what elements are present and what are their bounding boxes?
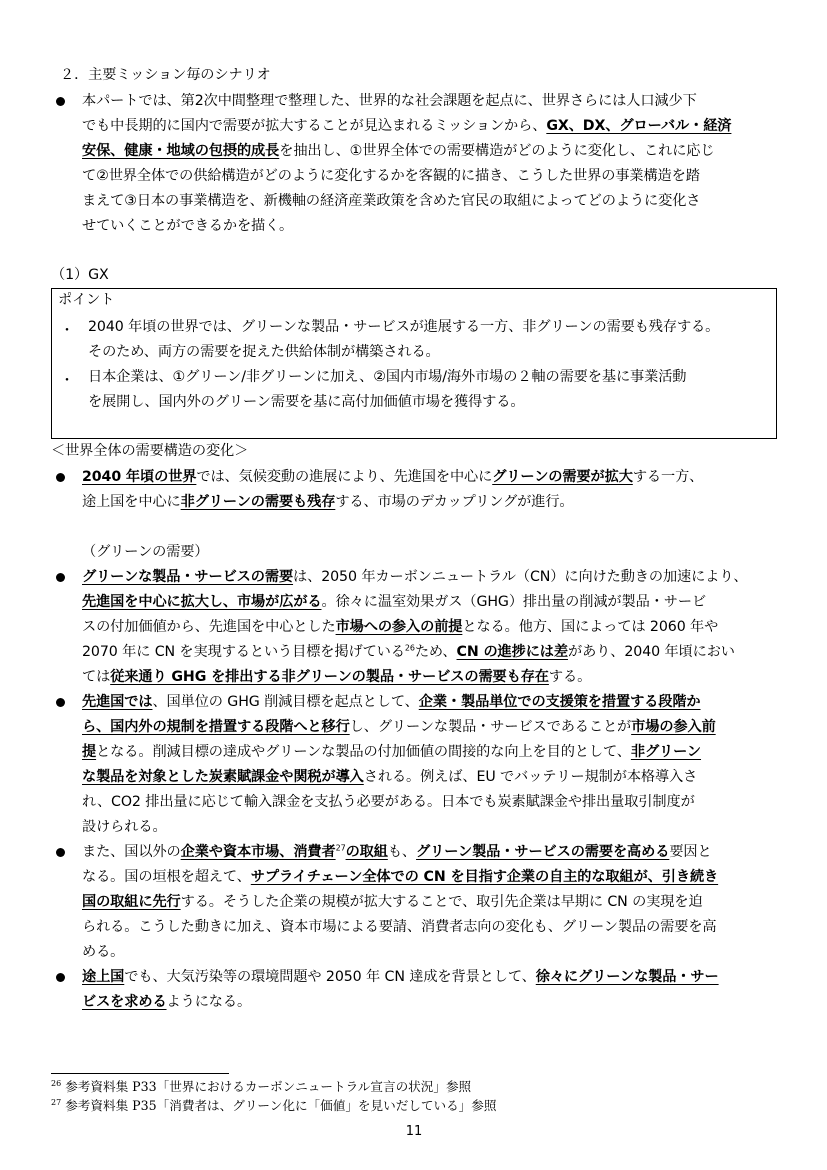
text-line [82, 616, 718, 638]
text-span: は、2050 年カーボンニュートラル（CN）に向けた動きの加速により、 [293, 569, 748, 585]
text-span: を抽出し、①世界全体での需要構造がどのように変化し、これに応じ [279, 143, 715, 159]
text-line: て②世界全体での供給構造がどのように変化するかを客観的に描き、こうした世界の事業構造を踏 [82, 168, 700, 184]
point-box [51, 288, 777, 439]
text-line [82, 566, 748, 588]
text-span: なる。国の垣根を超えて、 [82, 869, 251, 885]
text-span: また、国以外の [82, 844, 181, 860]
emphasis-text: GX、DX、グローバル・経済 [546, 118, 732, 134]
text-span: し、グリーンな製品・サービスであることが [349, 719, 632, 735]
emphasis-text: 市場への参入の前提 [335, 619, 463, 635]
footnote-rule [51, 1073, 229, 1074]
emphasis-text: 途上国 [82, 969, 125, 985]
text-line [82, 741, 701, 763]
text-line [82, 140, 714, 162]
emphasis-text: グリーン製品・サービスの需要を高める [416, 844, 670, 860]
text-span: する、市場のデカップリングが進行。 [335, 494, 574, 510]
text-line [82, 666, 591, 688]
text-line: れ、CO2 排出量に応じて輸入課金を支払う必要がある。日本でも炭素賦課金や排出量取引制度が [82, 794, 695, 810]
text-span: 、国単位の GHG 削減目標を起点として、 [152, 694, 419, 710]
text-line [82, 766, 697, 788]
text-line [82, 491, 574, 513]
text-line: 本パートでは、第2次中間整理で整理した、世界的な社会課題を起点に、世界さらには人口減少下 [82, 93, 697, 109]
emphasis-text: ビスを求める [82, 994, 167, 1010]
text-span: ては [82, 669, 111, 685]
emphasis-text: の取組 [345, 844, 388, 860]
emphasis-text: 2040 年頃の世界 [82, 469, 197, 485]
text-span: となる。他方、国によっては 2060 年や [462, 619, 719, 635]
text-line: まえて③日本の事業構造を、新機軸の経済産業政策を含めた官民の取組によってどのように変化さ [82, 193, 701, 209]
text-line [82, 691, 701, 713]
gx-heading: （1）GX [51, 267, 109, 283]
text-line [82, 466, 703, 488]
text-span: する一方、 [632, 469, 704, 485]
footnote-26 [51, 1078, 471, 1096]
emphasis-text: 安保、健康・地域の包摂的成長 [82, 143, 280, 159]
emphasis-text: な製品を対象とした炭素賦課金や関税が導入 [82, 769, 364, 785]
footnote-ref: 26 [404, 643, 415, 653]
text-span: される。例えば、EU でバッテリー規制が本格導入さ [363, 769, 698, 785]
green-demand-heading: （グリーンの需要） [82, 544, 209, 560]
text-span: スの付加価値から、先進国を中心とした [82, 619, 336, 635]
text-span: 。徐々に温室効果ガス（GHG）排出量の削減が製品・サービ [321, 594, 707, 610]
emphasis-text: 徐々にグリーンな製品・サー [535, 969, 719, 985]
text-span: でも、大気汚染等の環境問題や 2050 年 CN 達成を背景として、 [124, 969, 536, 985]
emphasis-text: 非グリーン [630, 744, 702, 760]
text-span: 2070 年に CN を実現するという目標を掲げている [82, 644, 405, 660]
text-line [82, 966, 719, 988]
text-line: られる。こうした動きに加え、資本市場による要請、消費者志向の変化も、グリーン製品の需要を高 [82, 919, 717, 935]
text-line [82, 115, 731, 137]
point-line: 日本企業は、①グリーン/非グリーンに加え、②国内市場/海外市場の２軸の需要を基に事業活動 [88, 369, 687, 385]
text-line [82, 591, 706, 613]
emphasis-text: 企業・製品単位での支援策を措置する段階か [418, 694, 701, 710]
text-span: 要因と [669, 844, 712, 860]
dot-icon: ・ [60, 373, 74, 389]
footnote-27 [51, 1097, 496, 1115]
text-line [82, 866, 718, 888]
emphasis-text: 従来通り GHG を排出する非グリーンの製品・サービスの需要も存在 [110, 669, 549, 685]
text-line [82, 891, 703, 913]
footnote-number: 26 [51, 1078, 62, 1088]
emphasis-text: サプライチェーン全体での CN を目指す企業の自主的な取組が、引き続き [250, 869, 719, 885]
text-span: でも中長期的に国内で需要が拡大することが見込まれるミッションから、 [82, 118, 547, 134]
emphasis-text: グリーンな製品・サービスの需要 [82, 569, 294, 585]
text-line: せていくことができるかを描く。 [82, 218, 294, 234]
page-number: 11 [405, 1124, 423, 1139]
dot-icon: ・ [60, 323, 74, 339]
section-heading: ２．主要ミッション毎のシナリオ [60, 67, 271, 83]
text-line: める。 [82, 944, 125, 960]
emphasis-text: ら、国内外の規制を措置する段階へと移行 [82, 719, 350, 735]
emphasis-text: 先進国を中心に拡大し、市場が広がる [82, 594, 322, 610]
text-span: も、 [387, 844, 417, 860]
bullet-icon [56, 573, 65, 582]
footnote-text: 参考資料集 P33「世界におけるカーボンニュートラル宣言の状況」参照 [61, 1079, 472, 1094]
emphasis-text: 提 [82, 744, 97, 760]
bullet-icon [56, 473, 65, 482]
footnote-ref: 27 [335, 843, 346, 853]
text-span: があり、2040 年頃におい [567, 644, 735, 660]
point-box-title: ポイント [58, 292, 115, 308]
footnote-number: 27 [51, 1097, 62, 1107]
text-line [82, 716, 716, 738]
emphasis-text: 市場の参入前 [631, 719, 716, 735]
emphasis-text: 先進国では [82, 694, 153, 710]
emphasis-text: 企業や資本市場、消費者 [180, 844, 336, 860]
bullet-icon [56, 848, 65, 857]
emphasis-text: CN の進捗には差 [456, 644, 568, 660]
text-span: ため、 [414, 644, 457, 660]
text-span: ようになる。 [166, 994, 252, 1010]
text-span: 途上国を中心に [82, 494, 181, 510]
bullet-icon [56, 973, 65, 982]
text-span: となる。削減目標の達成やグリーンな製品の付加価値の間接的な向上を目的として、 [96, 744, 631, 760]
emphasis-text: グリーンの需要が拡大 [492, 469, 633, 485]
text-span: する。そうした企業の規模が拡大することで、取引先企業は早期に CN の実現を迫 [180, 894, 703, 910]
text-line [82, 641, 735, 663]
point-line: そのため、両方の需要を捉えた供給体制が構築される。 [88, 344, 440, 360]
text-line [82, 841, 712, 863]
point-line: 2040 年頃の世界では、グリーンな製品・サービスが進展する一方、非グリーンの需要も残存する。 [88, 319, 720, 335]
text-line [82, 991, 251, 1013]
footnote-text: 参考資料集 P35「消費者は、グリーン化に「価値」を見いだしている」参照 [61, 1098, 497, 1113]
bullet-icon [56, 97, 65, 106]
bullet-icon [56, 698, 65, 707]
text-line: 設けられる。 [82, 819, 167, 835]
text-span: では、気候変動の進展により、先進国を中心に [196, 469, 493, 485]
demand-heading: ＜世界全体の需要構造の変化＞ [51, 443, 249, 459]
emphasis-text: 非グリーンの需要も残存 [180, 494, 336, 510]
emphasis-text: 国の取組に先行 [82, 894, 181, 910]
point-line: を展開し、国内外のグリーン需要を基に高付加価値市場を獲得する。 [88, 394, 525, 410]
text-span: する。 [548, 669, 592, 685]
